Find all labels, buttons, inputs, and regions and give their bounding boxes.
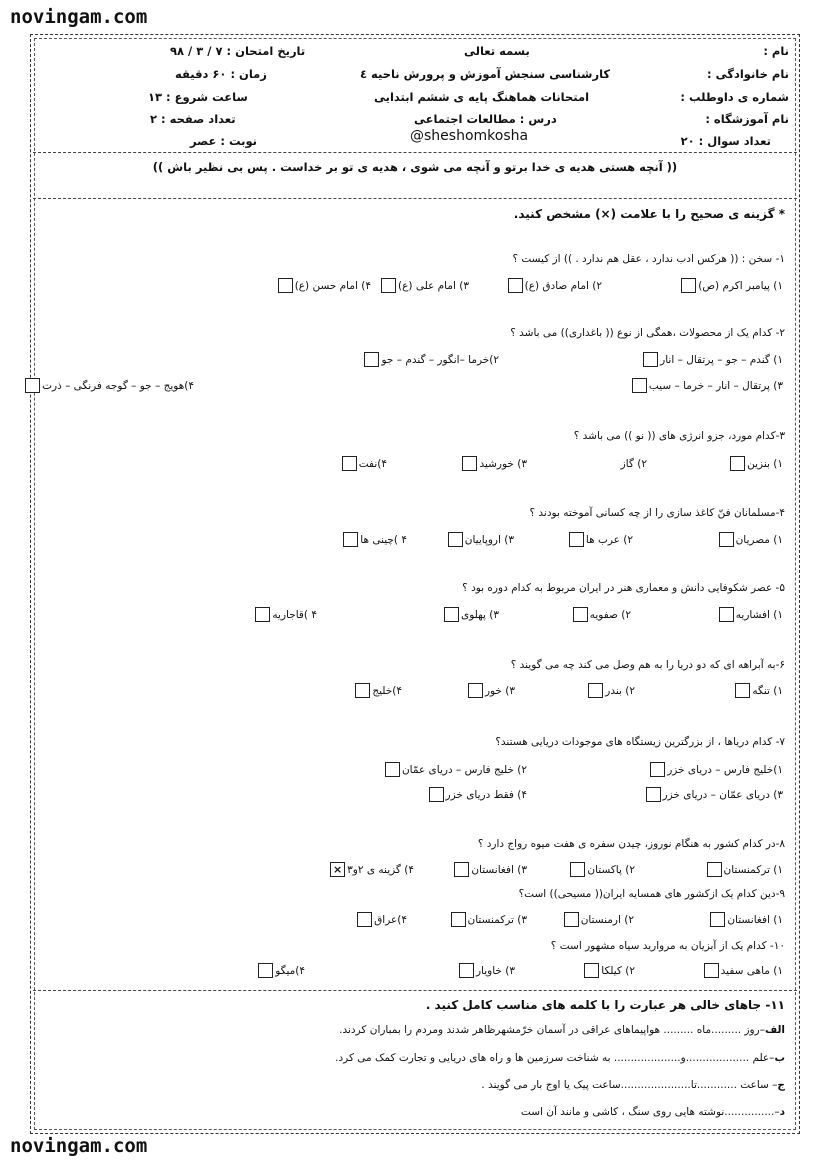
q6-option-3[interactable]: ۳) خور [468, 683, 515, 698]
q10-option-1[interactable]: ۱) ماهی سفید [704, 963, 783, 978]
fill-blank-c[interactable]: ج– ساعت ............تا.....................ساعت پیک یا اوج بار می گویند . [481, 1079, 785, 1091]
q4-option-2[interactable]: ۲) عرب ها [569, 532, 633, 547]
question-8: ۸-در کدام کشور به هنگام نوروز، چیدن سفره ی هفت میوه رواج دارد ؟ [477, 838, 785, 850]
question-5: ۵- عصر شکوفایی دانش و معماری هنر در ایران مربوط به کدام دوره بود ؟ [462, 582, 785, 594]
watermark-bottom: novingam.com [10, 1135, 148, 1157]
checkbox[interactable] [364, 352, 379, 367]
checkbox[interactable] [355, 683, 370, 698]
question-2: ۲- کدام یک از محصولات ،همگی از نوع (( باغداری)) می باشد ؟ [510, 327, 785, 339]
course-title: درس : مطالعات اجتماعی [414, 112, 557, 126]
family-label: نام خانوادگی : [707, 67, 789, 81]
checkbox[interactable] [448, 532, 463, 547]
checkbox[interactable] [719, 607, 734, 622]
checkbox[interactable] [381, 278, 396, 293]
watermark-top: novingam.com [10, 6, 148, 28]
checkbox[interactable] [357, 912, 372, 927]
q10-option-4[interactable]: ۴)میگو [258, 963, 305, 978]
q9-option-3[interactable]: ۳) ترکمنستان [451, 912, 527, 927]
checkbox[interactable] [643, 352, 658, 367]
checkbox[interactable] [451, 912, 466, 927]
q4-option-3[interactable]: ۳) اروپاییان [448, 532, 514, 547]
question-7: ۷- کدام دریاها ، از بزرگترین زیستگاه های موجودات دریایی هستند؟ [495, 736, 785, 748]
fill-blank-d[interactable]: د–...............نوشته هایی روی سنگ ، کاشی و مانند آن است [520, 1106, 785, 1118]
q9-option-1[interactable]: ۱) افغانستان [710, 912, 783, 927]
office-title: کارشناسی سنجش آموزش و پرورش ناحیه ٤ [360, 67, 611, 81]
divider [33, 152, 797, 153]
q6-option-4[interactable]: ۴)خلیج [355, 683, 402, 698]
q6-option-1[interactable]: ۱) تنگه [735, 683, 783, 698]
checkbox[interactable] [588, 683, 603, 698]
q3-option-3[interactable]: ۳) خورشید [462, 456, 527, 471]
q3-option-2[interactable]: ۲) گاز [604, 456, 647, 471]
q7-option-3[interactable]: ۳) دریای عمّان – دریای خزر [646, 787, 783, 802]
divider [33, 198, 797, 199]
q7-option-1[interactable]: ۱)خلیج فارس – دریای خزر [650, 762, 783, 777]
q10-option-2[interactable]: ۲) کیلکا [584, 963, 635, 978]
exam-shift: نوبت : عصر [190, 134, 257, 148]
checkbox[interactable] [584, 963, 599, 978]
basmala: بسمه تعالی [464, 44, 530, 58]
q5-option-1[interactable]: ۱) افشاریه [719, 607, 783, 622]
question-9: ۹-دین کدام یک ازکشور های همسایه ایران(( مسیحی)) است؟ [518, 888, 785, 900]
question-6: ۶-به آبراهه ای که دو دریا را به هم وصل می کند چه می گویند ؟ [510, 659, 785, 671]
checkbox[interactable] [429, 787, 444, 802]
checkbox[interactable] [343, 532, 358, 547]
checkbox[interactable] [710, 912, 725, 927]
school-label: نام آموزشگاه : [705, 112, 789, 126]
candidate-number-label: شماره ی داوطلب : [680, 90, 789, 104]
checkbox-marked[interactable]: × [330, 862, 345, 877]
checkbox[interactable] [342, 456, 357, 471]
checkbox[interactable] [385, 762, 400, 777]
start-time: ساعت شروع : ۱۳ [148, 90, 248, 104]
q5-option-3[interactable]: ۳) پهلوی [444, 607, 499, 622]
checkbox[interactable] [704, 963, 719, 978]
q1-option-3[interactable]: ۳) امام علی (ع) [381, 278, 469, 293]
question-10: ۱۰- کدام یک از آبزیان به مروارید سیاه مشهور است ؟ [550, 940, 785, 952]
checkbox[interactable] [454, 862, 469, 877]
q7-option-4[interactable]: ۴) فقط دریای خزر [429, 787, 528, 802]
checkbox[interactable] [564, 912, 579, 927]
page-count: تعداد صفحه : ۲ [150, 112, 236, 126]
q9-option-2[interactable]: ۲) ارمنستان [564, 912, 634, 927]
q2-option-1[interactable]: ۱) گندم – جو – پرتقال – انار [643, 352, 783, 367]
checkbox[interactable] [255, 607, 270, 622]
checkbox[interactable] [730, 456, 745, 471]
section-1-title: * گزینه ی صحیح را با علامت (×) مشخص کنید. [513, 207, 785, 221]
motto-quote: (( آنچه هستی هدیه ی خدا برتو و آنچه می شوی ، هدیه ی تو بر خداست . پس بی نظیر باش )) [152, 160, 678, 174]
question-4: ۴-مسلمانان فنّ کاغذ سازی را از چه کسانی آموخته بودند ؟ [529, 507, 785, 519]
checkbox[interactable] [468, 683, 483, 698]
checkbox[interactable] [604, 456, 619, 471]
q1-option-1[interactable]: ۱) پیامبر اکرم (ص) [681, 278, 783, 293]
q4-option-4[interactable]: ۴ )چینی ها [343, 532, 407, 547]
checkbox[interactable] [650, 762, 665, 777]
checkbox[interactable] [646, 787, 661, 802]
checkbox[interactable] [570, 862, 585, 877]
checkbox[interactable] [707, 862, 722, 877]
checkbox[interactable] [632, 378, 647, 393]
fill-blank-b[interactable]: ب–علم ...................و.................... به شناخت سرزمین ها و راه های دریایی و تجارت کمک می کرد. [335, 1052, 785, 1064]
checkbox[interactable] [719, 532, 734, 547]
q4-option-1[interactable]: ۱) مصریان [719, 532, 783, 547]
checkbox[interactable] [459, 963, 474, 978]
checkbox[interactable] [25, 378, 40, 393]
checkbox[interactable] [735, 683, 750, 698]
channel-handle: @sheshomkosha [410, 128, 529, 144]
checkbox[interactable] [573, 607, 588, 622]
exam-title: امتحانات هماهنگ پایه ی ششم ابتدایی [374, 90, 590, 104]
q3-option-4[interactable]: ۴)نفت [342, 456, 387, 471]
q1-option-4[interactable]: ۴) امام حسن (ع) [278, 278, 371, 293]
fill-blank-a[interactable]: الف–روز .........ماه ......... هواپیماهای عراقی در آسمان خرّمشهرظاهر شدند ومردم را بمباران کردند. [339, 1024, 785, 1036]
checkbox[interactable] [681, 278, 696, 293]
q8-option-1[interactable]: ۱) ترکمنستان [707, 862, 783, 877]
q2-option-2[interactable]: ۲)خرما –انگور – گندم – جو [364, 352, 499, 367]
checkbox[interactable] [462, 456, 477, 471]
question-1: ۱- سخن : (( هرکس ادب ندارد ، عقل هم ندارد . )) از کیست ؟ [512, 253, 785, 265]
question-count: تعداد سوال : ۲۰ [680, 134, 771, 148]
name-label: نام : [763, 44, 789, 58]
exam-duration: زمان : ۶۰ دقیقه [175, 67, 267, 81]
checkbox[interactable] [444, 607, 459, 622]
q8-option-4[interactable]: ۴) گزینه ی ۲و۳ × [330, 862, 414, 877]
q7-option-2[interactable]: ۲) خلیج فارس – دریای عمّان [385, 762, 527, 777]
q5-option-4[interactable]: ۴ )قاجاریه [255, 607, 317, 622]
q3-option-1[interactable]: ۱) بنزین [730, 456, 783, 471]
exam-date: تاریخ امتحان : ۷ / ۳ / ۹۸ [170, 44, 306, 58]
q2-option-3[interactable]: ۳) پرتقال – انار – خرما – سیب [632, 378, 783, 393]
q2-option-4[interactable]: ۴)هویج – جو – گوجه فرنگی – ذرت [25, 378, 194, 393]
q1-option-2[interactable]: ۲) امام صادق (ع) [508, 278, 602, 293]
question-3: ۳-کدام مورد، جزو انرژی های (( نو )) می باشد ؟ [573, 430, 785, 442]
checkbox[interactable] [569, 532, 584, 547]
q8-option-2[interactable]: ۲) پاکستان [570, 862, 635, 877]
q5-option-2[interactable]: ۲) صفویه [573, 607, 631, 622]
q6-option-2[interactable]: ۲) بندر [588, 683, 635, 698]
checkbox[interactable] [508, 278, 523, 293]
q8-option-3[interactable]: ۳) افغانستان [454, 862, 527, 877]
q9-option-4[interactable]: ۴)عراق [357, 912, 407, 927]
checkbox[interactable] [258, 963, 273, 978]
divider [33, 990, 797, 991]
checkbox[interactable] [278, 278, 293, 293]
q10-option-3[interactable]: ۳) خاویار [459, 963, 515, 978]
section-2-title: ۱۱- جاهای خالی هر عبارت را با کلمه های مناسب کامل کنید . [425, 998, 785, 1012]
